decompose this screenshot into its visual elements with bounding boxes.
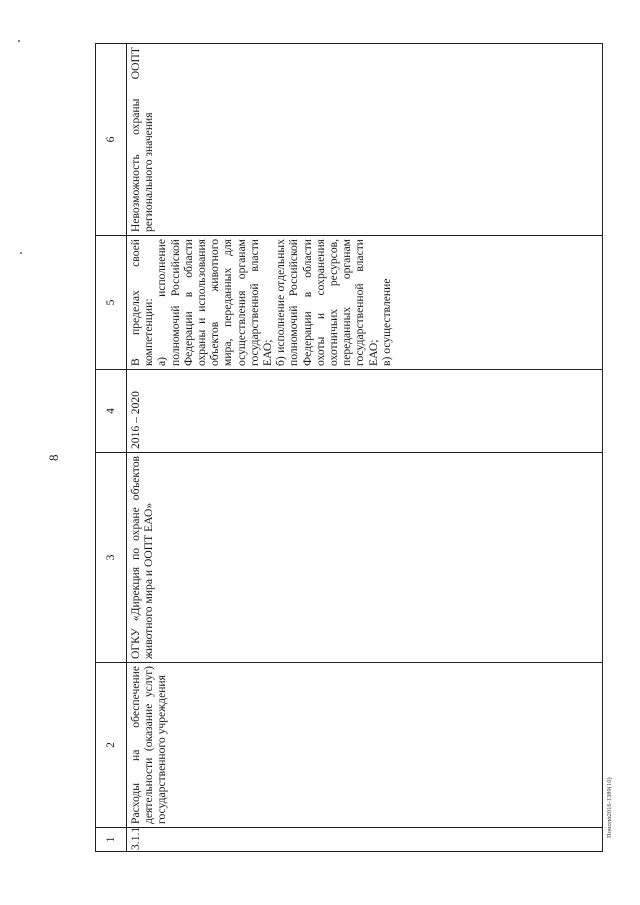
column-header-6: 6 xyxy=(96,44,127,236)
content-line: в) осуществление xyxy=(379,278,393,366)
page-number: 8 xyxy=(46,454,61,461)
scan-speck xyxy=(20,252,22,254)
row-number-cell: 3.1.1 xyxy=(127,828,603,852)
column-header-1: 1 xyxy=(96,828,127,852)
activity-description-cell: Расходы на обеспечение деятельности (оказание услуг) государственного учреждения xyxy=(127,663,603,828)
column-header-4: 4 xyxy=(96,370,127,453)
executor-cell: ОГКУ «Дирекция по охране объектов животного мира и ООПТ ЕАО» xyxy=(127,453,603,663)
table-row xyxy=(127,44,603,852)
document-footer-code: Ποιισπά2016-1389(10) xyxy=(606,777,613,838)
column-header-3: 3 xyxy=(96,453,127,663)
consequence-cell: Невозможность охраны ООПТ регионального значения xyxy=(127,44,603,236)
program-activities-table xyxy=(95,43,603,852)
column-header-2: 2 xyxy=(96,663,127,828)
content-cell xyxy=(127,236,603,370)
content-line: б) исполнение отдельных полномочий Российской Федерации в области охоты и сохранения охотничьих ресурсов, переданных органам государственной власти ЕАО; xyxy=(274,239,380,366)
table-header-row xyxy=(96,44,127,852)
rotated-table-container xyxy=(95,47,600,852)
column-header-5: 5 xyxy=(96,236,127,370)
period-cell: 2016 – 2020 xyxy=(127,370,603,453)
content-line: В пределах своей компетенции: xyxy=(129,239,156,366)
scan-speck xyxy=(18,40,20,42)
content-line: а) исполнение полномочий Российской Федерации в области охраны и использования объектов животного мира, переданных для осуществления органам государственной власти ЕАО; xyxy=(155,239,275,366)
